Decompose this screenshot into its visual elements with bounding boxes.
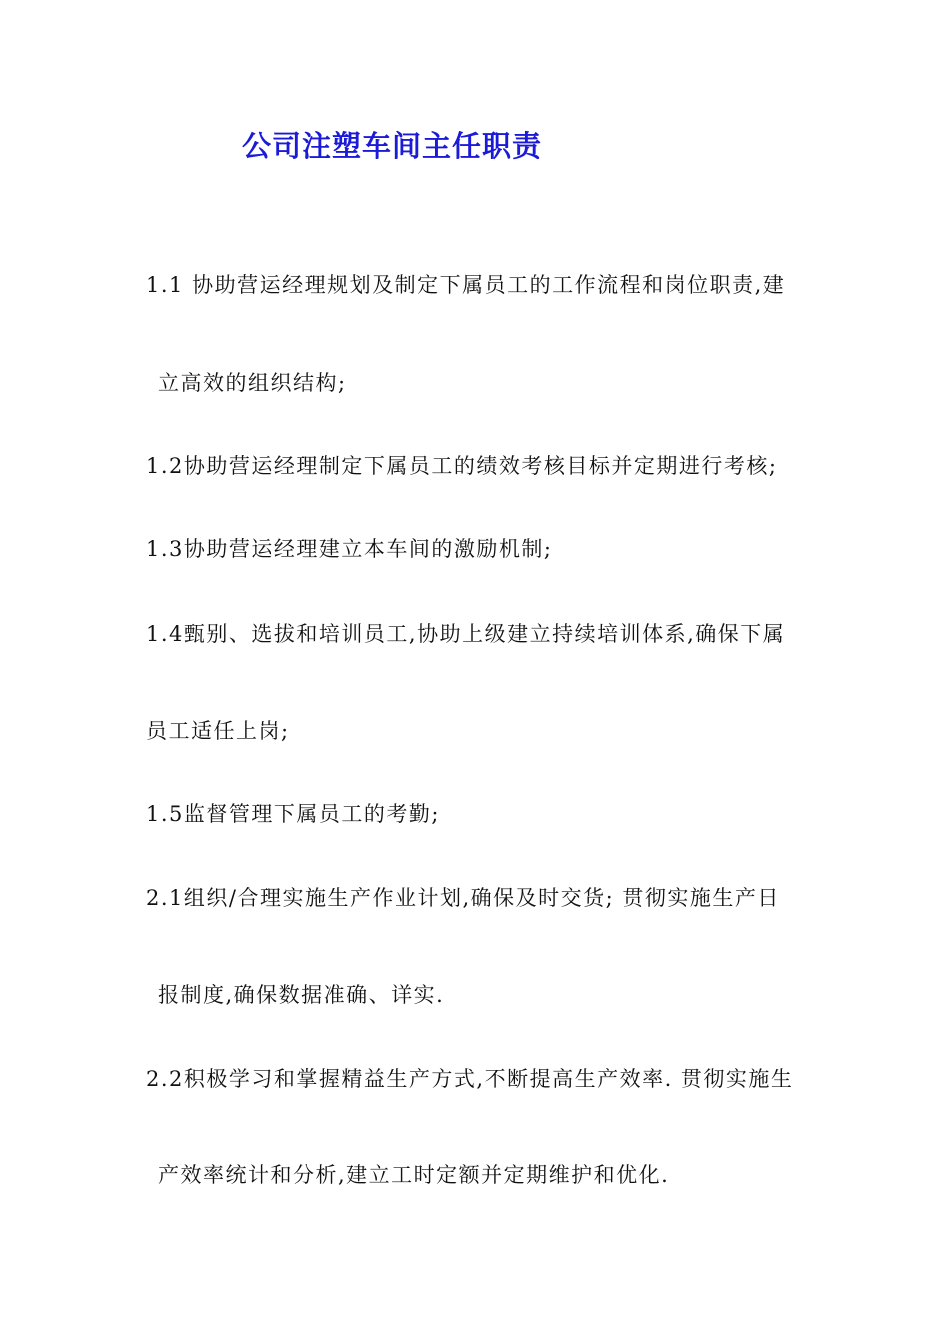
- paragraph-line-2-1b: 报制度,确保数据准确、详实.: [158, 983, 445, 1007]
- paragraph-line-1-3: 1.3协助营运经理建立本车间的激励机制;: [146, 537, 553, 561]
- paragraph-line-1-4a: 1.4甄别、选拔和培训员工,协助上级建立持续培训体系,确保下属: [146, 622, 786, 646]
- paragraph-line-1-1b: 立高效的组织结构;: [158, 371, 347, 395]
- paragraph-line-1-2: 1.2协助营运经理制定下属员工的绩效考核目标并定期进行考核;: [146, 454, 778, 478]
- paragraph-line-2-2a: 2.2积极学习和掌握精益生产方式,不断提高生产效率. 贯彻实施生: [146, 1067, 794, 1091]
- paragraph-line-1-1a: 1.1 协助营运经理规划及制定下属员工的工作流程和岗位职责,建: [146, 273, 786, 297]
- document-title: 公司注塑车间主任职责: [242, 129, 543, 163]
- paragraph-line-2-2b: 产效率统计和分析,建立工时定额并定期维护和优化.: [158, 1163, 670, 1187]
- paragraph-line-1-4b: 员工适任上岗;: [146, 719, 290, 743]
- paragraph-line-1-5: 1.5监督管理下属员工的考勤;: [146, 802, 440, 826]
- paragraph-line-2-1a: 2.1组织/合理实施生产作业计划,确保及时交货; 贯彻实施生产日: [146, 886, 780, 910]
